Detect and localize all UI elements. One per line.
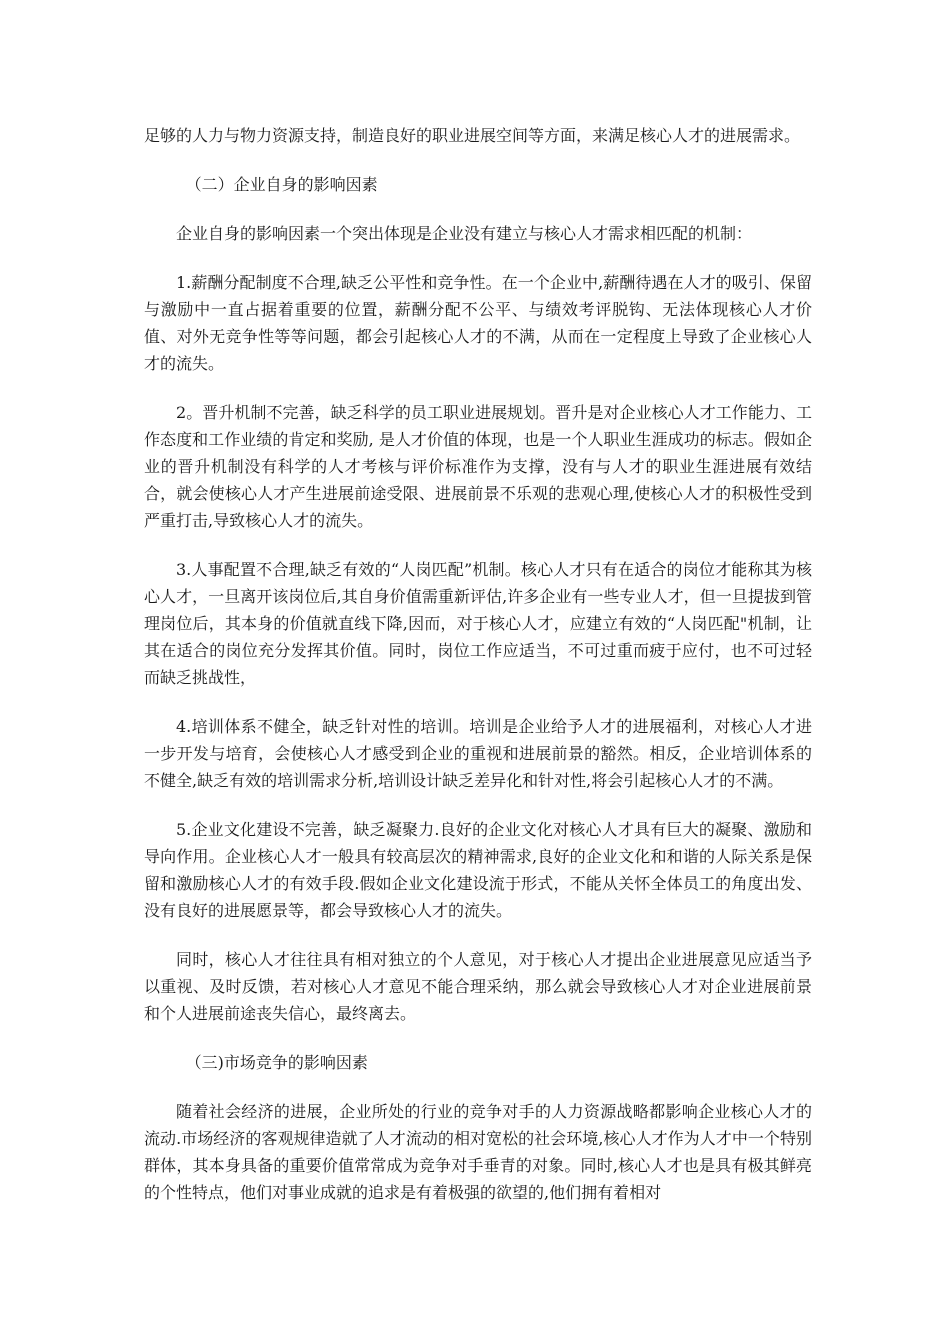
section-heading-3: （三)市场竞争的影响因素 bbox=[185, 1053, 368, 1072]
paragraph-item-4: 4.培训体系不健全，缺乏针对性的培训。培训是企业给予人才的进展福利，对核心人才进一步开发与培育，会使核心人才感受到企业的重视和进展前景的豁然。相反，企业培训体系的不健全,缺乏有效的培训需求分析,培训设计缺乏差异化和针对性,将会引起核心人才的不满。 bbox=[144, 717, 812, 790]
paragraph-item-5: 5.企业文化建设不完善，缺乏凝聚力.良好的企业文化对核心人才具有巨大的凝聚、激励和导向作用。企业核心人才一般具有较高层次的精神需求,良好的企业文化和和谐的人际关系是保留和激励核心人才的有效手段.假如企业文化建设流于形式，不能从关怀全体员工的角度出发、没有良好的进展愿景等，都会导致核心人才的流失。 bbox=[144, 820, 812, 920]
paragraph-continuation: 足够的人力与物力资源支持，制造良好的职业进展空间等方面，来满足核心人才的进展需求。 bbox=[144, 126, 801, 145]
paragraph-intro: 企业自身的影响因素一个突出体现是企业没有建立与核心人才需求相匹配的机制： bbox=[176, 224, 753, 243]
paragraph-item-2: 2。晋升机制不完善，缺乏科学的员工职业进展规划。晋升是对企业核心人才工作能力、工作态度和工作业绩的肯定和奖励, 是人才价值的体现，也是一个人职业生涯成功的标志。假如企业的晋升机制没有科学的人才考核与评价标准作为支撑，没有与人才的职业生涯进展有效结合，就会使核心人才产生进展前途受限、进展前景不乐观的悲观心理,使核心人才的积极性受到严重打击,导致核心人才的流失。 bbox=[144, 403, 812, 530]
paragraph-item-3: 3.人事配置不合理,缺乏有效的“人岗匹配”机制。核心人才只有在适合的岗位才能称其为核心人才，一旦离开该岗位后,其自身价值需重新评估,许多企业有一些专业人才，但一旦提拔到管理岗位后，其本身的价值就直线下降,因而，对于核心人才，应建立有效的“人岗匹配"机制，让其在适合的岗位充分发挥其价值。同时，岗位工作应适当，不可过重而疲于应付，也不可过轻而缺乏挑战性， bbox=[144, 560, 812, 687]
paragraph-market: 随着社会经济的进展，企业所处的行业的竞争对手的人力资源战略都影响企业核心人才的流动.市场经济的客观规律造就了人才流动的相对宽松的社会环境,核心人才作为人才中一个特别群体，其本身具备的重要价值常常成为竞争对手垂青的对象。同时,核心人才也是具有极其鲜亮的个性特点，他们对事业成就的追求是有着极强的欲望的,他们拥有着相对 bbox=[144, 1102, 812, 1202]
document-body bbox=[144, 122, 812, 1228]
paragraph-opinion: 同时，核心人才往往具有相对独立的个人意见，对于核心人才提出企业进展意见应适当予以重视、及时反馈，若对核心人才意见不能合理采纳，那么就会导致核心人才对企业进展前景和个人进展前途丧失信心，最终离去。 bbox=[144, 950, 812, 1023]
paragraph-item-1: 1.薪酬分配制度不合理,缺乏公平性和竞争性。在一个企业中,薪酬待遇在人才的吸引、保留与激励中一直占据着重要的位置，薪酬分配不公平、与绩效考评脱钩、无法体现核心人才价值、对外无竞争性等等问题，都会引起核心人才的不满，从而在一定程度上导致了企业核心人才的流失。 bbox=[144, 273, 812, 373]
section-heading-2: （二）企业自身的影响因素 bbox=[185, 175, 378, 194]
